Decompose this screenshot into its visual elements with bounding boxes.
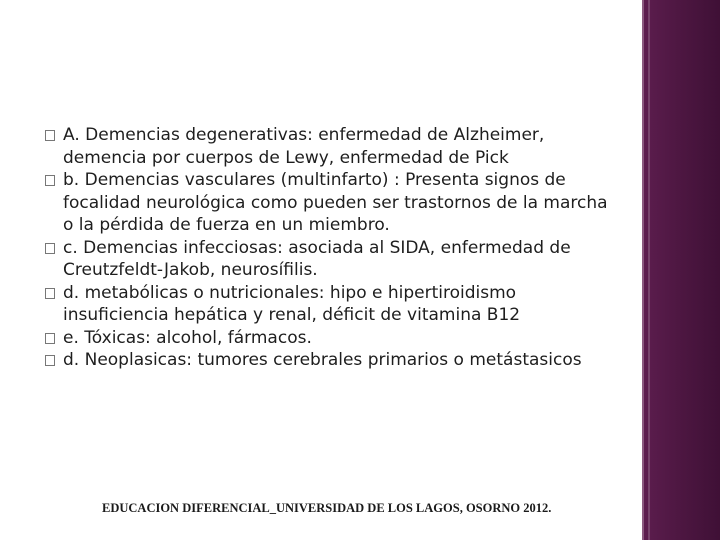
side-band-highlight xyxy=(648,0,650,540)
bullet-item-degenerativas xyxy=(45,124,615,169)
bullet-text: e. Tóxicas: alcohol, fármacos. xyxy=(63,327,312,348)
square-bullet-icon xyxy=(45,288,55,299)
square-bullet-icon xyxy=(45,333,55,344)
bullet-text: A. Demencias degenerativas: enfermedad de Alzheimer, demencia por cuerpos de Lewy, enfermedad de Pick xyxy=(63,125,545,168)
square-bullet-icon xyxy=(45,175,55,186)
footer-caption: EDUCACION DIFERENCIAL_UNIVERSIDAD DE LOS LAGOS, OSORNO 2012. xyxy=(102,501,552,515)
bullet-item-infecciosas xyxy=(45,237,615,282)
square-bullet-icon xyxy=(45,355,55,366)
bullet-text: d. metabólicas o nutricionales: hipo e hipertiroidismo insuficiencia hepática y renal, déficit de vitamina B12 xyxy=(63,282,521,325)
bullet-item-toxicas xyxy=(45,327,615,350)
bullet-item-neoplasicas xyxy=(45,349,615,372)
bullet-list xyxy=(45,124,615,372)
square-bullet-icon xyxy=(45,130,55,141)
bullet-text: b. Demencias vasculares (multinfarto) : Presenta signos de focalidad neurológica como pueden ser trastornos de la marcha o la pérdida de fuerza en un miembro. xyxy=(63,170,608,235)
slide-content xyxy=(45,124,615,372)
bullet-item-metabolicas xyxy=(45,282,615,327)
bullet-text: c. Demencias infecciosas: asociada al SIDA, enfermedad de Creutzfeldt-Jakob, neurosífilis. xyxy=(63,237,571,280)
square-bullet-icon xyxy=(45,243,55,254)
decorative-side-band xyxy=(642,0,720,540)
bullet-text: d. Neoplasicas: tumores cerebrales primarios o metástasicos xyxy=(63,350,582,370)
bullet-item-vasculares xyxy=(45,169,615,237)
